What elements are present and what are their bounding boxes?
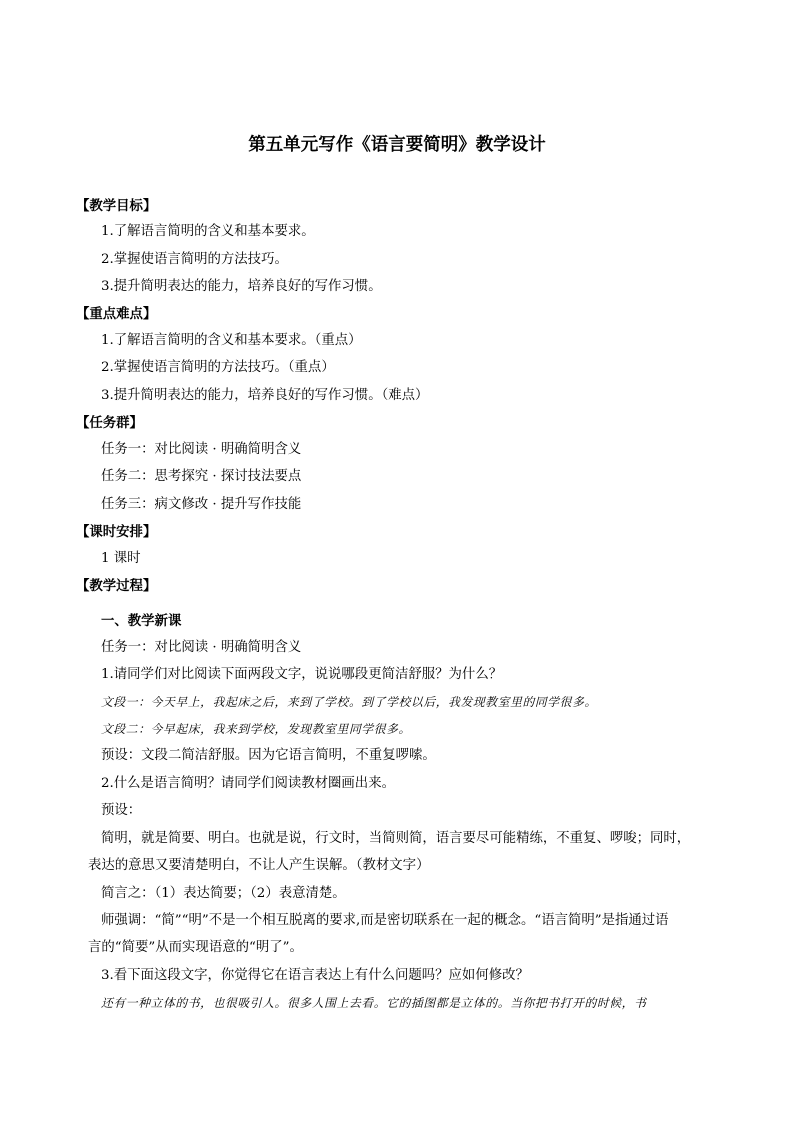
goal-item: 3.提升简明表达的能力，培养良好的写作习惯。 xyxy=(101,279,382,294)
question-2: 2.什么是语言简明？请同学们阅读教材圈画出来。 xyxy=(101,776,395,791)
task-item: 任务一：对比阅读 · 明确简明含义 xyxy=(101,442,302,457)
keypoint-item: 1.了解语言简明的含义和基本要求。（重点） xyxy=(101,333,362,348)
task-title: 任务一：对比阅读 · 明确简明含义 xyxy=(101,640,302,655)
summary-text: 简言之：（1）表达简要；（2）表意清楚。 xyxy=(101,886,346,901)
section-heading-schedule: 【课时安排】 xyxy=(76,524,157,540)
keypoint-item: 2.掌握使语言简明的方法技巧。（重点） xyxy=(101,360,335,375)
question-1: 1.请同学们对比阅读下面两段文字，说说哪段更简洁舒服？为什么？ xyxy=(101,667,503,682)
emphasis-line: 言的“简要”从而实现语意的“明了”。 xyxy=(88,940,303,955)
keypoint-item: 3.提升简明表达的能力，培养良好的写作习惯。（难点） xyxy=(101,388,429,403)
section-heading-keypoints: 【重点难点】 xyxy=(76,306,157,322)
schedule-text: 1 课时 xyxy=(101,551,141,566)
question-3: 3.看下面这段文字，你觉得它在语言表达上有什么问题吗？应如何修改？ xyxy=(101,968,529,983)
passage-1: 文段一：今天早上，我起床之后，来到了学校。到了学校以后，我发现教室里的同学很多。 xyxy=(101,695,597,709)
subsection-heading: 一、教学新课 xyxy=(101,613,182,629)
passage-2: 文段二：今早起床，我来到学校，发现教室里同学很多。 xyxy=(101,722,411,736)
section-heading-goals: 【教学目标】 xyxy=(76,198,157,214)
task-item: 任务三：病文修改 · 提升写作技能 xyxy=(101,497,302,512)
preset-label: 预设： xyxy=(101,803,142,818)
section-heading-process: 【教学过程】 xyxy=(76,578,157,594)
goal-item: 1.了解语言简明的含义和基本要求。 xyxy=(101,224,315,239)
passage-3: 还有一种立体的书，也很吸引人。很多人围上去看。它的插图都是立体的。当你把书打开的时候，书 xyxy=(101,996,647,1010)
definition-line: 表达的意思又要清楚明白，不让人产生误解。（教材文字） xyxy=(88,858,430,873)
page-title: 第五单元写作《语言要简明》教学设计 xyxy=(248,135,546,155)
emphasis-line: 师强调：“简”“明”不是一个相互脱离的要求,而是密切联系在一起的概念。“语言简明”是指通过语 xyxy=(101,913,669,928)
section-heading-tasks: 【任务群】 xyxy=(76,415,143,431)
task-item: 任务二：思考探究 · 探讨技法要点 xyxy=(101,469,302,484)
definition-line: 简明，就是简要、明白。也就是说，行文时，当简则简，语言要尽可能精练，不重复、啰唆；同时， xyxy=(101,831,691,846)
goal-item: 2.掌握使语言简明的方法技巧。 xyxy=(101,252,288,267)
preset-answer-1: 预设：文段二简洁舒服。因为它语言简明，不重复啰嗦。 xyxy=(101,748,436,763)
